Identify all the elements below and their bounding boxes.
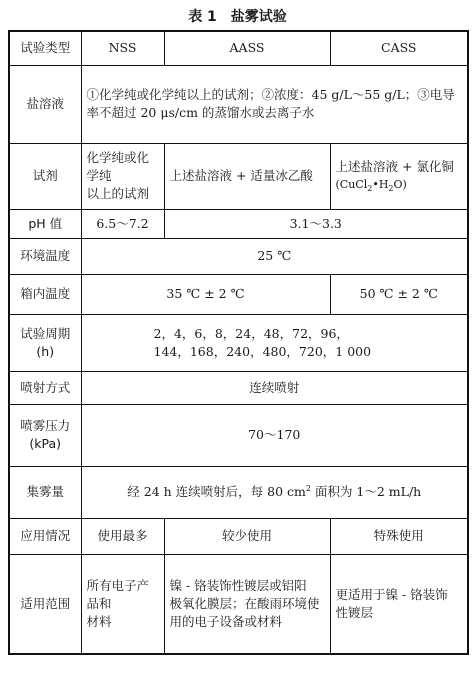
table-row (9, 209, 468, 238)
table-row (9, 65, 468, 143)
table-row (9, 314, 468, 371)
scope-aass-line: 镍 - 铬装饰性镀层或铝阳 (169, 577, 307, 593)
table-row (9, 274, 468, 314)
scope-aass-line: 极氧化膜层；在酸雨环境使 (169, 595, 320, 611)
spray-pressure-value: 70～170 (81, 404, 468, 466)
test-period-value (81, 314, 468, 371)
table-row (9, 238, 468, 274)
reagent-nss-line: 化学纯或化学纯 (86, 150, 150, 183)
spray-mode-value: 连续喷射 (81, 371, 468, 404)
reagent-cass-line: 上述盐溶液 + 氯化铜 (335, 159, 454, 174)
row-label-ph: pH 值 (9, 209, 81, 238)
salt-solution-line: 率不超过 20 μs/cm 的蒸馏水或去离子水 (86, 105, 315, 120)
table-row (9, 31, 468, 65)
scope-nss-line: 材料 (86, 613, 112, 629)
table-row (9, 518, 468, 554)
scope-aass-line: 用的电子设备或材料 (169, 613, 283, 629)
scope-cass (330, 554, 468, 654)
chamber-temp-cass: 50 ℃ ± 2 ℃ (330, 274, 468, 314)
scope-aass (164, 554, 330, 654)
row-label-test-type: 试验类型 (9, 31, 81, 65)
header-cass: CASS (330, 31, 468, 65)
scope-cass-line: 更适用于镍 - 铬装饰 (335, 586, 448, 602)
row-label-test-period (9, 314, 81, 371)
table-row (9, 143, 468, 209)
test-period-label-line: 试验周期 (20, 325, 71, 341)
reagent-nss-line: 以上的试剂 (86, 186, 150, 201)
spray-pressure-label-line: 喷雾压力 (20, 418, 71, 433)
salt-solution-value (81, 65, 468, 143)
scope-cass-line: 性镀层 (335, 604, 374, 620)
reagent-cass (330, 143, 468, 209)
scope-nss (81, 554, 164, 654)
ph-nss: 6.5～7.2 (81, 209, 164, 238)
row-label-spray-mode: 喷射方式 (9, 371, 81, 404)
scope-nss-line: 所有电子产品和 (86, 577, 150, 611)
test-period-line: 2，4，6，8，24，48，72，96， (153, 325, 349, 341)
application-aass: 较少使用 (164, 518, 330, 554)
row-label-application: 应用情况 (9, 518, 81, 554)
ph-aass-cass: 3.1～3.3 (164, 209, 468, 238)
spray-pressure-label-line: (kPa) (29, 436, 62, 451)
salt-solution-line: ①化学纯或化学纯以上的试剂；②浓度：45 g/L～55 g/L；③电导 (86, 87, 455, 102)
reagent-aass: 上述盐溶液 + 适量冰乙酸 (164, 143, 330, 209)
ambient-temp-value: 25 ℃ (81, 238, 468, 274)
header-nss: NSS (81, 31, 164, 65)
test-period-line: 144，168，240，480，720，1 000 (153, 343, 372, 359)
header-aass: AASS (164, 31, 330, 65)
chamber-temp-nss-aass: 35 ℃ ± 2 ℃ (81, 274, 330, 314)
application-cass: 特殊使用 (330, 518, 468, 554)
table-row (9, 466, 468, 518)
row-label-spray-pressure (9, 404, 81, 466)
table-row (9, 554, 468, 654)
row-label-salt-solution: 盐溶液 (9, 65, 81, 143)
row-label-ambient-temp: 环境温度 (9, 238, 81, 274)
table-row (9, 404, 468, 466)
reagent-nss (81, 143, 164, 209)
row-label-reagent: 试剂 (9, 143, 81, 209)
reagent-cass-formula: $(CuCl_2•H_2O)$ (335, 178, 407, 194)
test-period-label-line: (h) (36, 343, 55, 359)
table-row (9, 371, 468, 404)
salt-spray-table (8, 30, 469, 655)
row-label-collection: 集雾量 (9, 466, 81, 518)
table-caption: 表 1 盐雾试验 (188, 9, 287, 25)
collection-value: 经 24 h 连续喷射后，每 80 $cm^2$ 面积为 1～2 mL/h (81, 466, 468, 518)
row-label-chamber-temp: 箱内温度 (9, 274, 81, 314)
row-label-scope: 适用范围 (9, 554, 81, 654)
application-nss: 使用最多 (81, 518, 164, 554)
